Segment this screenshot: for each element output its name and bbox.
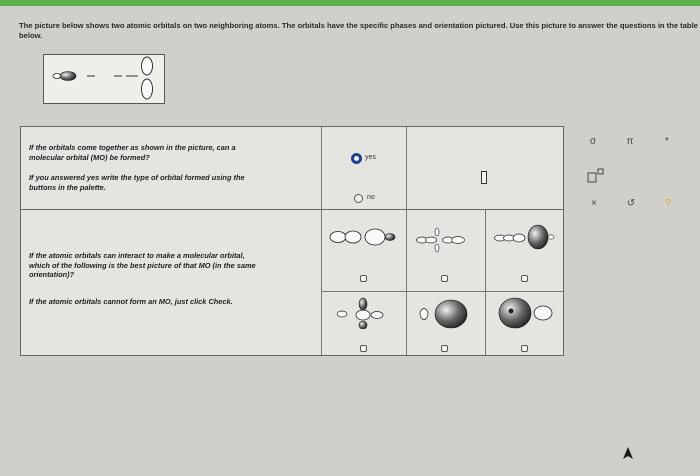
mo-option-5-image[interactable]	[414, 295, 480, 331]
question1-line2: molecular orbital (MO) be formed?	[29, 152, 150, 162]
help-icon[interactable]: ?	[665, 198, 671, 209]
question1-line4: buttons in the palette.	[29, 182, 106, 192]
pi-key[interactable]: π	[626, 136, 634, 147]
mo-option-3-image[interactable]	[491, 221, 559, 253]
column-divider	[406, 127, 407, 209]
no-label: no	[367, 194, 375, 201]
mouse-cursor-icon	[622, 446, 634, 460]
question1-followup	[29, 173, 309, 192]
question2-line1: If the atomic orbitals can interact to make a molecular orbital,	[29, 251, 245, 260]
yes-radio[interactable]	[351, 153, 362, 164]
question1-text	[29, 143, 309, 162]
mo-option-5-radio[interactable]	[441, 345, 448, 352]
mo-option-3-radio[interactable]	[521, 275, 528, 282]
question2-hint: If the atomic orbitals cannot form an MO, just click Check.	[29, 297, 233, 306]
symbol-palette	[578, 128, 686, 218]
question2-text	[29, 251, 314, 280]
question1-line3: If you answered yes write the type of orbital formed using the	[29, 173, 245, 182]
orbital-diagram	[43, 54, 165, 104]
column-divider	[485, 209, 486, 355]
top-accent-bar	[0, 0, 700, 6]
star-key[interactable]: *	[665, 136, 669, 147]
mo-option-6-image[interactable]	[493, 293, 561, 331]
mo-option-4-radio[interactable]	[360, 345, 367, 352]
clear-icon[interactable]: ×	[591, 198, 597, 209]
question2-line3: orientation)?	[29, 270, 75, 279]
question-table	[20, 126, 564, 356]
mo-option-2-radio[interactable]	[441, 275, 448, 282]
instructions-text: The picture below shows two atomic orbitals on two neighboring atoms. The orbitals have the specific phases and orientation pictured. Use this picture to answer the questions in the table below.	[19, 21, 698, 40]
column-divider	[321, 127, 322, 355]
mo-option-6-radio[interactable]	[521, 345, 528, 352]
undo-icon[interactable]: ↺	[626, 198, 636, 209]
sigma-key[interactable]: σ	[589, 136, 597, 147]
row-divider	[321, 291, 563, 292]
question1-line1: If the orbitals come together as shown in the picture, can a	[29, 143, 236, 152]
yes-label: yes	[365, 154, 376, 161]
question2-line2: which of the following is the best picture of that MO (in the same	[29, 260, 256, 270]
no-radio[interactable]	[354, 194, 363, 203]
mo-option-4-image[interactable]	[333, 295, 393, 329]
orbital-diagram-svg	[44, 55, 164, 103]
column-divider	[406, 209, 407, 355]
row-divider	[21, 209, 563, 210]
mo-option-1-radio[interactable]	[360, 275, 367, 282]
mo-option-2-image[interactable]	[413, 227, 481, 253]
answer-input-cursor[interactable]	[481, 171, 487, 184]
mo-option-1-image[interactable]	[326, 221, 402, 251]
superscript-template-icon[interactable]	[587, 168, 605, 184]
